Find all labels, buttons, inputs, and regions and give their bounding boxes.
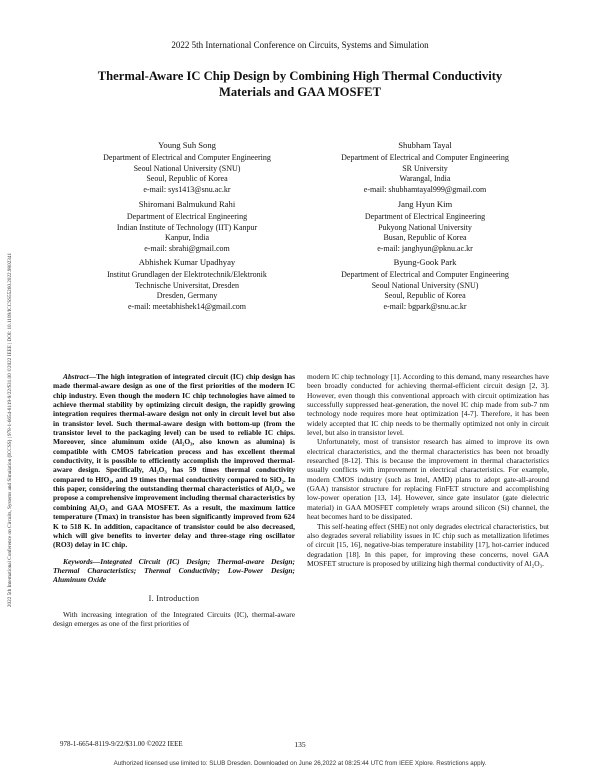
doi-sidebar bbox=[5, 120, 15, 740]
author-location: Dresden, Germany bbox=[156, 291, 218, 301]
author-name: Shubham Tayal bbox=[398, 140, 452, 150]
abstract bbox=[53, 372, 295, 550]
author-email[interactable]: e-mail: sbrahi@gmail.com bbox=[144, 243, 230, 253]
author-block bbox=[290, 199, 560, 254]
author-location: Warangal, India bbox=[399, 174, 451, 184]
author-block bbox=[52, 140, 322, 195]
right-paragraph-1: modern IC chip technology [1]. According to this demand, many researches have been broadly conducted for achieving thermal-efficient circuit design [2, 3]. However, even though this conventional approach with circuit optimization has successfully suppressed heat-generation, the novel IC chip made from sub-7 nm technology node requires more heat optimization [4-7]. Therefore, it has been widely accepted that IC chip needs to be thermally optimized not only in circuit level, but also in transistor level. bbox=[307, 372, 549, 438]
author-block bbox=[52, 257, 322, 312]
author-institution: Seoul National University (SNU) bbox=[371, 280, 479, 290]
author-institution: Seoul National University (SNU) bbox=[133, 163, 241, 173]
author-location: Busan, Republic of Korea bbox=[383, 233, 467, 243]
author-institution: Pukyong National University bbox=[378, 222, 472, 232]
section-heading-introduction: I. Introduction bbox=[148, 593, 200, 603]
author-dept: Department of Electrical Engineering bbox=[126, 212, 248, 222]
author-institution: Technische Universitat, Dresden bbox=[134, 280, 240, 290]
author-block bbox=[52, 199, 322, 254]
right-paragraph-2: Unfortunately, most of transistor research has aimed to improve its own electrical characteristics, and the thermal characteristics has been not broadly researched [8-12]. This is because the improvement in thermal characteristics usually conflicts with improvement in electrical characteristics. For example, modern CMOS industry (such as Intel, AMD) plans to adopt gate-all-around (GAA) transistor structure for replacing FinFET structure and accomplishing low-power operation [13, 14]. However, since gate insulator (gate dielectric material) in GAA MOSFET completely wraps around silicon (Si) channel, the heat becomes hard to be dissipated. bbox=[307, 437, 549, 522]
right-column bbox=[307, 372, 549, 568]
author-name: Young Suh Song bbox=[158, 140, 216, 150]
author-email[interactable]: e-mail: meetabhishek14@gmail.com bbox=[128, 301, 246, 311]
conference-header: 2022 5th International Conference on Circuits, Systems and Simulation bbox=[171, 40, 429, 50]
author-institution: Indian Institute of Technology (IIT) Kanpur bbox=[116, 222, 258, 232]
author-location: Seoul, Republic of Korea bbox=[384, 291, 466, 301]
author-dept: Department of Electrical and Computer Engineering bbox=[341, 270, 509, 280]
left-column bbox=[53, 372, 295, 629]
author-dept: Department of Electrical and Computer Engineering bbox=[103, 153, 271, 163]
author-dept: Institut Grundlagen der Elektrotechnik/Elektronik bbox=[107, 270, 267, 280]
author-location: Seoul, Republic of Korea bbox=[146, 174, 228, 184]
intro-paragraph: With increasing integration of the Integrated Circuits (IC), thermal-aware design emerges as one of the first priorities of bbox=[53, 609, 295, 629]
footer-copyright: 978-1-6654-8119-9/22/$31.00 ©2022 IEEE bbox=[60, 740, 183, 748]
author-location: Kanpur, India bbox=[164, 233, 210, 243]
abstract-label: Abstract bbox=[63, 372, 89, 381]
abstract-body: —The high integration of integrated circuit (IC) chip design has made thermal-aware design as one of the first priorities of the modern IC chip industry. Even though the modern IC chip technologies have aimed to achieve thermal stability by optimizing circuit design, the rapidly growing integration requires thermal-aware design not only in circuit level but also in transistor level. Such thermal-aware design with bottom-up (from the transistor level to the packaging level) can be used to reliable IC chips. Moreover, since aluminum oxide (Al₂O₃, also known as alumina) is compatible with CMOS fabrication process and has excellent thermal conductivity, it is possible to efficiently accomplish the improved thermal-aware design. Specifically, Al₂O₃ has 59 times thermal conductivity compared to HfO₂, and 19 times thermal conductivity compared to SiO₂. In this paper, considering the outstanding thermal characteristics of Al₂O₃, we propose a comprehensive improvement including thermal characteristics by combining Al₂O₃ and GAA MOSFET. As a result, the maximum lattice temperature (Tmax) in transistor has been significantly improved from 624 K to 518 K. In addition, capacitance of transistor could be also decreased, which will give benefits to inverter delay and three-stage ring oscillator (RO3) delay in IC chip. bbox=[53, 372, 295, 550]
doi-sidebar-text: 2022 5th International Conference on Circuits, Systems and Simulation (ICCSS) | 978-1-6654-8119-9/22/$31.00 ©2022 IEEE | DOI: 10.1109/ICCSS55260.2022.9802341 bbox=[7, 252, 13, 608]
author-email[interactable]: e-mail: bgpark@snu.ac.kr bbox=[383, 301, 467, 311]
author-dept: Department of Electrical Engineering bbox=[364, 212, 486, 222]
right-paragraph-3: This self-heating effect (SHE) not only degrades electrical characteristics, but also degrades several reliability issues in IC chip such as metallization lifetimes of circuit [15, 16], negative-bias temperature instability [17], hot-carrier induced degradation [18]. In this paper, for improving these concerns, novel GAA MOSFET structure is proposed by utilizing high thermal conductivity of Al₂O₃. bbox=[307, 521, 549, 568]
author-block bbox=[290, 140, 560, 195]
keywords: Keywords—Integrated Circuit (IC) Design; Thermal-aware Design; Thermal Characteristics; Thermal Conductivity; Low-Power Design; Aluminum Oxide bbox=[53, 556, 295, 585]
author-name: Abhishek Kumar Upadhyay bbox=[138, 257, 236, 267]
author-institution: SR University bbox=[402, 163, 448, 173]
page-number: 135 bbox=[294, 740, 306, 749]
author-name: Byung-Gook Park bbox=[393, 257, 457, 267]
author-email[interactable]: e-mail: sys1413@snu.ac.kr bbox=[143, 184, 231, 194]
author-dept: Department of Electrical and Computer Engineering bbox=[341, 153, 509, 163]
author-name: Shiromani Balmukund Rahi bbox=[138, 199, 236, 209]
license-notice: Authorized licensed use limited to: SLUB Dresden. Downloaded on June 26,2022 at 08:25:44 UTC from IEEE Xplore. Restrictions apply. bbox=[113, 760, 487, 767]
title-line-1: Thermal-Aware IC Chip Design by Combining High Thermal Conductivity bbox=[97, 69, 503, 83]
title-line-2: Materials and GAA MOSFET bbox=[219, 85, 381, 99]
author-block bbox=[290, 257, 560, 312]
paper-title bbox=[60, 68, 540, 100]
author-name: Jang Hyun Kim bbox=[397, 199, 453, 209]
author-email[interactable]: e-mail: janghyun@pknu.ac.kr bbox=[377, 243, 473, 253]
author-email[interactable]: e-mail: shubhamtayal999@gmail.com bbox=[363, 184, 487, 194]
